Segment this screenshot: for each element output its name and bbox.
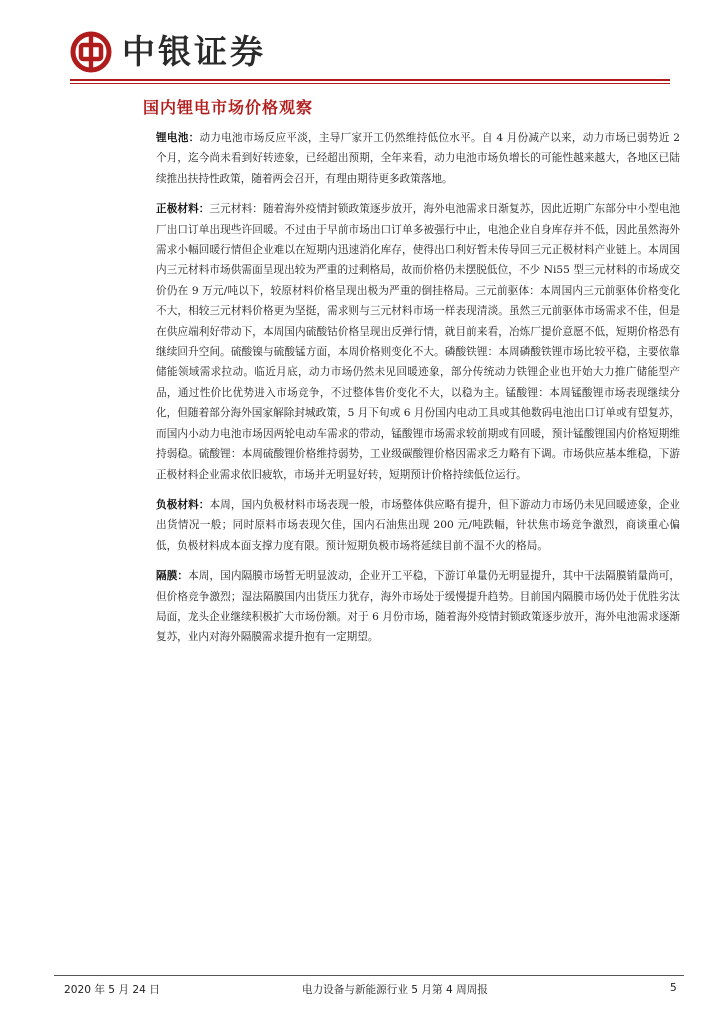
paragraph-separator (156, 566, 680, 648)
paragraph-text: 动力电池市场反应平淡，主导厂家开工仍然维持低位水平。自 4 月份减产以来，动力市场已弱势近 2 个月，迄今尚未看到好转迹象，已经超出预期，全年来看，动力电池市场负增长的可能性越来越大，各地区已陆续推出扶持性政策，随着两会召开，有理由期待更多政策落地。 (156, 132, 680, 185)
paragraph-text: 本周，国内隔膜市场暂无明显波动，企业开工平稳，下游订单量仍无明显提升，其中干法隔膜销量尚可，但价格竞争激烈；湿法隔膜国内出货压力犹存，海外市场处于缓慢提升趋势。目前国内隔膜市场仍处于优胜劣汰局面，龙头企业继续积极扩大市场份额。对于 6 月份市场，随着海外疫情封锁政策逐步放开，海外电池需求逐渐复苏，业内对海外隔膜需求提升抱有一定期望。 (156, 570, 681, 644)
paragraph-lead: 负极材料： (156, 498, 210, 511)
paragraph-lead: 锂电池： (156, 132, 200, 144)
footer-date: 2020 年 5 月 24 日 (64, 984, 160, 996)
report-body (156, 128, 680, 658)
header-divider (70, 79, 670, 81)
paragraph-lead: 隔膜： (156, 570, 189, 583)
paragraph-anode (156, 495, 680, 556)
paragraph-text: 三元材料：随着海外疫情封锁政策逐步放开，海外电池需求日渐复苏，因此近期广东部分中小型电池厂出口订单出现些许回暖。不过由于早前市场出口订单多被强行中止，电池企业自身库存并不低，因此虽然海外需求小幅回暖行情但企业难以在短期内迅速消化库存，使得出口利好暂未传导回三元正极材料产业链上。本周国内三元材料市场供需面呈现出较为严重的过剩格局，故而价格仍未摆脱低位，不少 Ni55 型三元材料的市场成交价仍在 9 万元/吨以下，较原材料价格呈现出极为严重的倒挂格局。三元前驱体：本周国内三元前驱体价格变化不大，相较三元材料价格更为坚挺，需求则与三元材料市场一样表现清淡。虽然三元前驱体市场需求不佳，但是在供应端利好带动下，本周国内硫酸钴价格呈现出反弹行情，就目前来看，冶炼厂提价意愿不低，短期价格恐有继续回升空间。硫酸镍与硫酸锰方面，本周价格则变化不大。磷酸铁锂：本周磷酸铁锂市场比较平稳，主要依靠储能领域需求拉动。临近月底，动力市场仍然未见回暖迹象，部分传统动力铁锂企业也开始大力推广储能型产品，通过性价比优势进入市场竞争，不过整体售价变化不大，以稳为主。锰酸锂：本周锰酸锂市场表现继续分化，但随着部分海外国家解除封城政策，5 月下旬或 6 月份国内电动工具或其他数码电池出口订单或有望复苏，而国内小动力电池市场因两轮电动车需求的带动，锰酸锂市场需求较前期或有回暖，预计锰酸锂国内价格短期维持弱稳。硫酸锂：本周硫酸锂价格维持弱势，工业级碳酸锂价格因需求乏力略有下调。市场供应基本维稳，下游正极材料企业需求依旧疲软，市场并无明显好转，短期预计价格持续低位运行。 (156, 203, 681, 481)
page-number: 5 (670, 982, 677, 994)
footer-divider (54, 975, 684, 976)
header-divider-thin (70, 83, 670, 84)
bank-of-china-logo-icon (70, 31, 112, 73)
brand-name: 中银证券 (122, 32, 266, 71)
paragraph-battery (156, 128, 680, 189)
page-header (70, 28, 670, 78)
paragraph-text: 本周，国内负极材料市场表现一般，市场整体供应略有提升，但下游动力市场仍未见回暖迹象，企业出货情况一般；同时原料市场表现欠佳，国内石油焦出现 200 元/吨跌幅，针状焦市场竞争激烈，商谈重心偏低，负极材料成本面支撑力度有限。预计短期负极市场将延续目前不温不火的格局。 (156, 498, 681, 552)
paragraph-lead: 正极材料： (156, 203, 210, 216)
footer-report-title: 电力设备与新能源行业 5 月第 4 周周报 (302, 984, 488, 996)
paragraph-cathode (156, 199, 680, 485)
section-title: 国内锂电市场价格观察 (143, 98, 314, 117)
